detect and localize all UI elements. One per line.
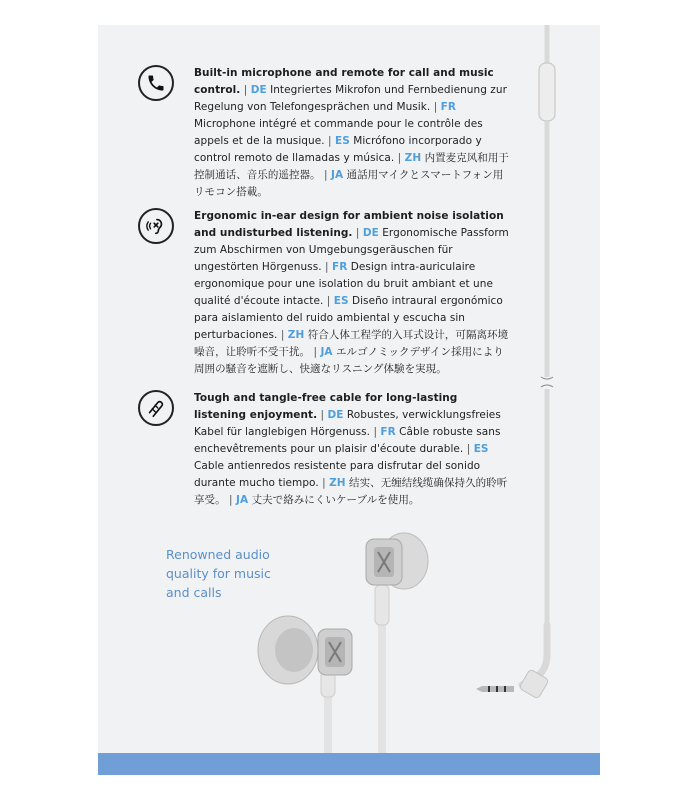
lang-code: ES xyxy=(473,443,489,455)
lang-text: 内置麦克风和用于控制通话、音乐的遥控器。 xyxy=(194,152,509,181)
lang-code: ZH xyxy=(404,152,422,164)
inline-remote xyxy=(539,63,555,121)
lang-code: ZH xyxy=(287,329,305,341)
lang-code: DE xyxy=(327,409,344,421)
lang-code: FR xyxy=(331,261,348,273)
lang-code: DE xyxy=(250,84,267,96)
lang-text: Diseño intraural ergonómico para aislamiento del ruido ambiental y escucha sin perturbaciones. xyxy=(194,295,503,341)
lang-text: Micrófono incorporado y control remoto de llamadas y música. xyxy=(194,135,482,164)
tagline-line: Renowned audio xyxy=(166,547,270,562)
feature-title: Built-in microphone and remote for call and music control. xyxy=(194,67,494,96)
packaging-panel xyxy=(98,25,600,775)
phone-icon xyxy=(138,65,174,101)
tagline-line: and calls xyxy=(166,585,222,600)
bottom-color-strip xyxy=(98,753,600,775)
lang-code: ES xyxy=(333,295,349,307)
lang-code: FR xyxy=(440,101,457,113)
earbud-left xyxy=(258,616,352,775)
lang-text: 符合人体工程学的入耳式设计，可隔离环境噪音，让聆听不受干扰。 xyxy=(194,329,509,358)
lang-code: JA xyxy=(236,494,249,506)
lang-text: エルゴノミックデザイン採用により周囲の騒音を遮断し、快適なリスニング体験を実現。 xyxy=(194,346,504,375)
lang-text: Microphone intégré et commande pour le contrôle des appels et de la musique. xyxy=(194,118,483,147)
feature-text-1: Built-in microphone and remote for call and music control. | DE Integriertes Mikrofon und Fernbedienung zur Regelung von Telefongesprächen und Musik. | FR Microphone intégré et commande pour le contrôle des appels et de la musique. | ES Micrófono incorporado y control remoto de llamadas y música. | ZH 内置麦克风和用于控制通话、音乐的遥控器。 | JA 通話用マイクとスマートフォン用リモコン搭載。 xyxy=(194,67,509,198)
lang-text: Cable antienredos resistente para disfrutar del sonido durante mucho tiempo. xyxy=(194,460,481,489)
lang-text: Robustes, verwicklungsfreies Kabel für langlebigen Hörgenuss. xyxy=(194,409,501,438)
lang-code: ES xyxy=(334,135,350,147)
cable-icon xyxy=(138,390,174,426)
lang-text: 通話用マイクとスマートフォン用リモコン搭載。 xyxy=(194,169,504,198)
lang-code: ZH xyxy=(329,477,346,489)
earbud-right xyxy=(366,533,428,775)
lang-text: 结实、无缠结线缆确保持久的聆听享受。 xyxy=(194,477,508,506)
lang-code: FR xyxy=(380,426,396,438)
tagline-line: quality for music xyxy=(166,566,271,581)
audio-jack xyxy=(476,686,514,692)
tagline xyxy=(166,545,271,602)
lang-text: Ergonomische Passform zum Abschirmen von Umgebungsgeräuschen für ungestörten Hörgenuss. xyxy=(194,227,509,273)
lang-text: Design intra-auriculaire ergonomique pour une isolation du bruit ambiant et une qualité d'écoute intacte. xyxy=(194,261,493,307)
lang-code: JA xyxy=(330,169,344,181)
lang-text: Integriertes Mikrofon und Fernbedienung zur Regelung von Telefongesprächen und Musik. xyxy=(194,84,507,113)
feature-text-2: Ergonomic in-ear design for ambient noise isolation and undisturbed listening. | DE Ergonomische Passform zum Abschirmen von Umgebungsgeräuschen für ungestörten Hörgenuss. | FR Design intra-auriculaire ergonomique pour une isolation du bruit ambiant et une qualité d'écoute intacte. | ES Diseño intraural ergonómico para aislamiento del ruido ambiental y escucha sin perturbaciones. | ZH 符合人体工程学的入耳式设计，可隔离环境噪音，让聆听不受干扰。 | JA エルゴノミックデザイン採用により周囲の騒音を遮断し、快適なリスニング体験を実現。 xyxy=(194,210,509,375)
lang-text: 丈夫で絡みにくいケーブルを使用。 xyxy=(251,494,420,506)
noise-isolation-icon xyxy=(138,208,174,244)
feature-text-3: Tough and tangle-free cable for long-lasting listening enjoyment. | DE Robustes, verwicklungsfreies Kabel für langlebigen Hörgenuss. | FR Câble robuste sans enchevêtrements pour un plaisir d'écoute durable. | ES Cable antienredos resistente para disfrutar del sonido durante mucho tiempo. | ZH 结实、无缠结线缆确保持久的聆听享受。 | JA 丈夫で絡みにくいケーブルを使用。 xyxy=(194,392,508,506)
feature-title: Ergonomic in-ear design for ambient noise isolation and undisturbed listening. xyxy=(194,210,504,239)
lang-code: JA xyxy=(320,346,333,358)
feature-title: Tough and tangle-free cable for long-lasting listening enjoyment. xyxy=(194,392,458,421)
lang-text: Câble robuste sans enchevêtrements pour un plaisir d'écoute durable. xyxy=(194,426,501,455)
lang-code: DE xyxy=(362,227,379,239)
